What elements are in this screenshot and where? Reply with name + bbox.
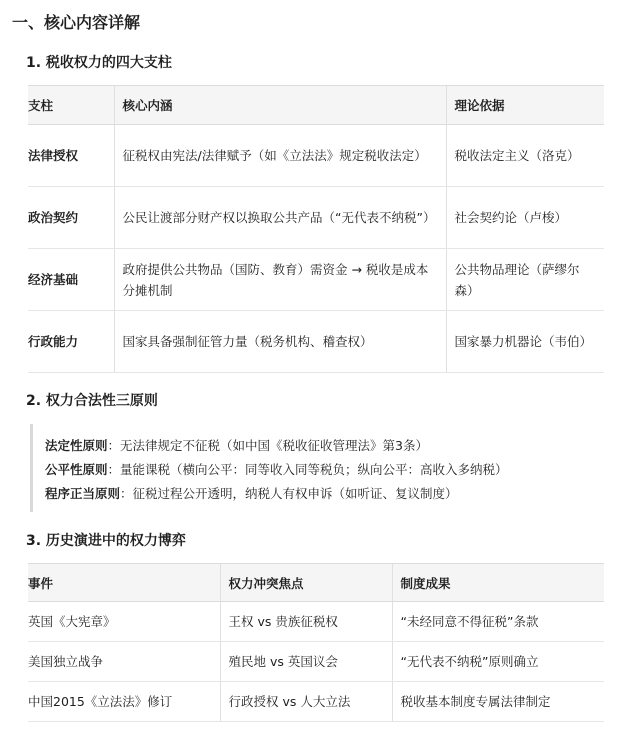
history-table xyxy=(28,563,604,722)
table-cell: 征税权由宪法/法律赋予（如《立法法》规定税收法定） xyxy=(114,125,446,187)
table-cell: 社会契约论（卢梭） xyxy=(446,187,604,249)
table-cell: 公民让渡部分财产权以换取公共产品（“无代表不纳税”） xyxy=(114,187,446,249)
table-cell: 公共物品理论（萨缪尔森） xyxy=(446,249,604,311)
principle-text: ：无法律规定不征税（如中国《税收征收管理法》第3条） xyxy=(107,438,428,453)
table-cell: 王权 vs 贵族征税权 xyxy=(220,602,392,642)
table-cell: 税收基本制度专属法律制定 xyxy=(392,682,604,722)
table-cell: 国家暴力机器论（韦伯） xyxy=(446,311,604,373)
table-row xyxy=(28,642,604,682)
table-row xyxy=(28,249,604,311)
page-title: 一、核心内容详解 xyxy=(12,13,141,32)
principle-label: 公平性原则 xyxy=(45,462,108,477)
table-cell: “无代表不纳税”原则确立 xyxy=(392,642,604,682)
table-cell: 法律授权 xyxy=(28,125,114,187)
table-row xyxy=(28,682,604,722)
section1-heading: 1. 税收权力的四大支柱 xyxy=(26,55,172,71)
table-cell: 行政能力 xyxy=(28,311,114,373)
list-item xyxy=(45,434,605,458)
section2-heading: 2. 权力合法性三原则 xyxy=(26,393,158,409)
column-header: 事件 xyxy=(28,564,220,602)
pillars-table xyxy=(28,85,604,373)
principle-text: ：征税过程公开透明，纳税人有权申诉（如听证、复议制度） xyxy=(120,486,458,501)
table-row xyxy=(28,187,604,249)
column-header: 支柱 xyxy=(28,86,114,125)
table-cell: 税收法定主义（洛克） xyxy=(446,125,604,187)
list-item xyxy=(45,482,605,506)
principles-blockquote xyxy=(30,424,605,512)
table-cell: 行政授权 vs 人大立法 xyxy=(220,682,392,722)
principle-label: 法定性原则 xyxy=(45,438,108,453)
table-row xyxy=(28,602,604,642)
table-row xyxy=(28,125,604,187)
table-row xyxy=(28,311,604,373)
section3-heading: 3. 历史演进中的权力博弈 xyxy=(26,533,186,549)
column-header: 核心内涵 xyxy=(114,86,446,125)
table-cell: 英国《大宪章》 xyxy=(28,602,220,642)
list-item xyxy=(45,458,605,482)
table-header-row xyxy=(28,86,604,125)
column-header: 理论依据 xyxy=(446,86,604,125)
table-cell: 殖民地 vs 英国议会 xyxy=(220,642,392,682)
column-header: 权力冲突焦点 xyxy=(220,564,392,602)
table-cell: 美国独立战争 xyxy=(28,642,220,682)
table-cell: 中国2015《立法法》修订 xyxy=(28,682,220,722)
table-cell: 国家具备强制征管力量（税务机构、稽查权） xyxy=(114,311,446,373)
table-cell: 经济基础 xyxy=(28,249,114,311)
table-cell: “未经同意不得征税”条款 xyxy=(392,602,604,642)
principle-label: 程序正当原则 xyxy=(45,486,121,501)
table-cell: 政府提供公共物品（国防、教育）需资金 → 税收是成本分摊机制 xyxy=(114,249,446,311)
column-header: 制度成果 xyxy=(392,564,604,602)
table-cell: 政治契约 xyxy=(28,187,114,249)
table-header-row xyxy=(28,564,604,602)
principle-text: ：量能课税（横向公平：同等收入同等税负；纵向公平：高收入多纳税） xyxy=(107,462,508,477)
